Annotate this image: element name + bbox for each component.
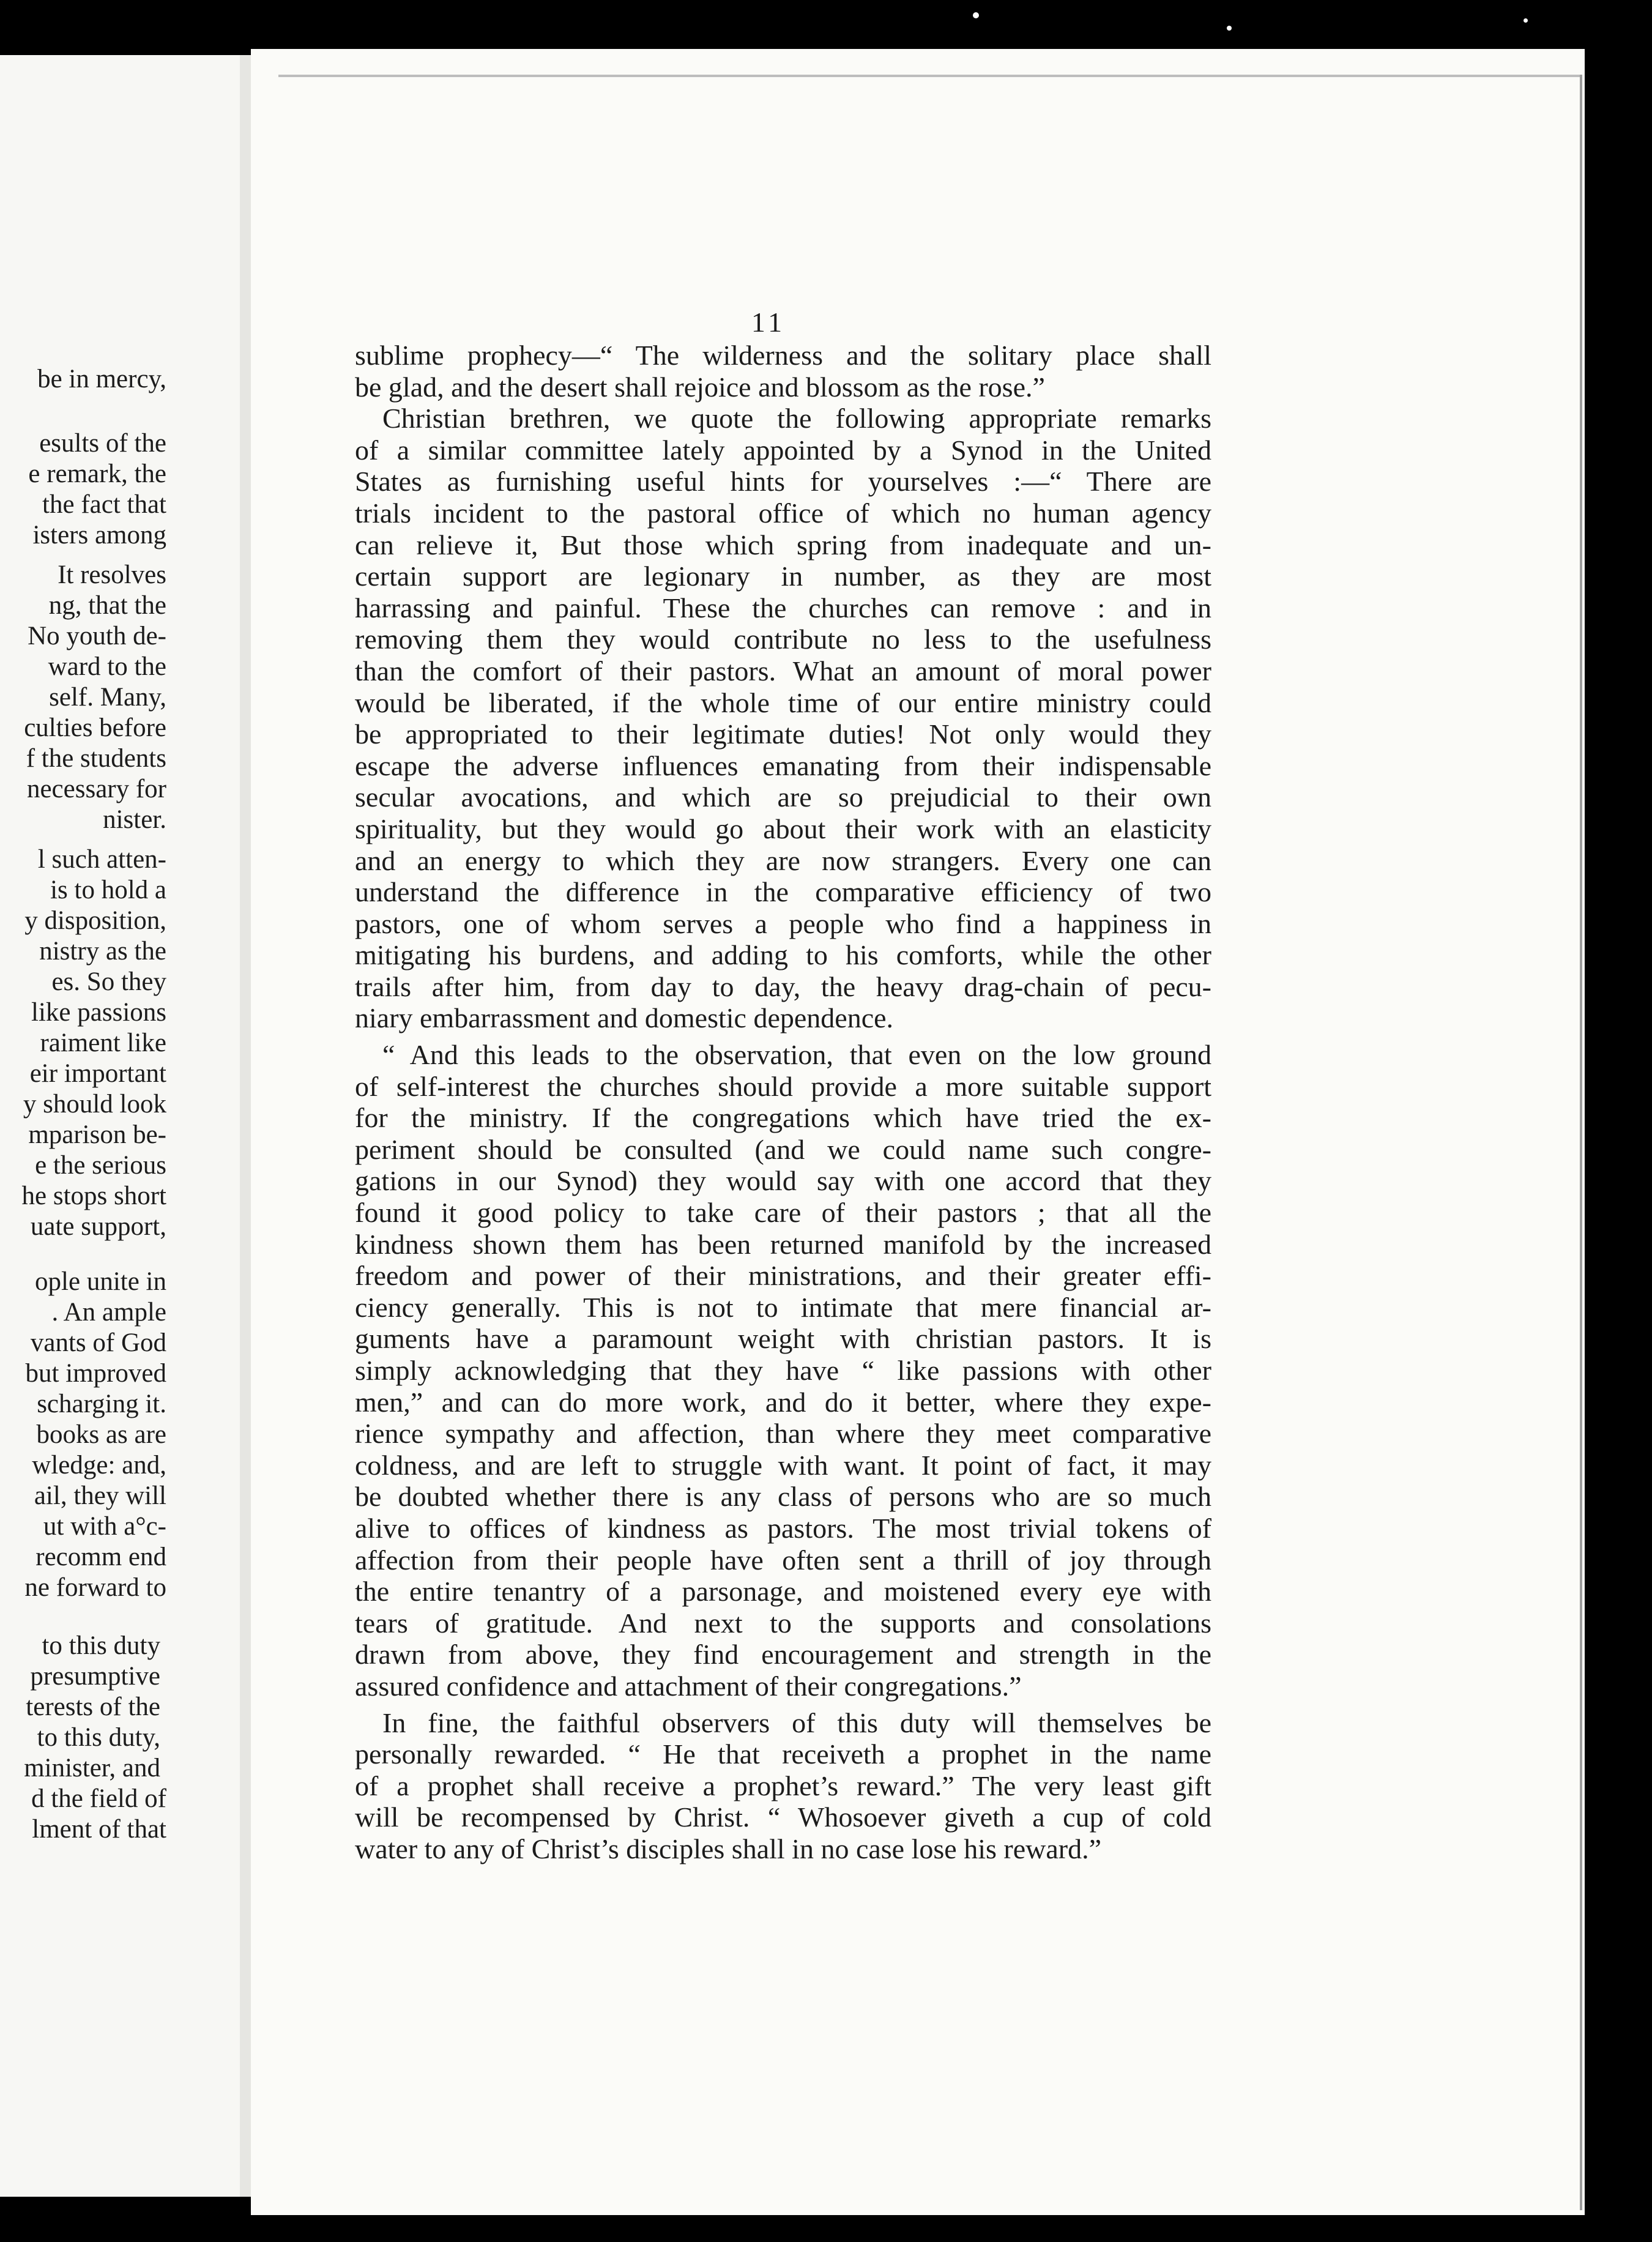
text-line: sublime prophecy—“ The wilderness and the solitary place shall (355, 340, 1211, 371)
text-line: In fine, the faithful observers of this duty will themselves be (382, 1707, 1211, 1738)
text-line: of a prophet shall receive a prophet’s reward.” The very least gift (355, 1770, 1211, 1801)
text-line: kindness shown them has been returned manifold by the increased (355, 1228, 1211, 1260)
text-line: can relieve it, But those which spring from inadequate and un- (355, 529, 1211, 560)
left-page-line: . An ample (51, 1298, 166, 1327)
text-line: alive to offices of kindness as pastors. The most trivial tokens of (355, 1512, 1211, 1544)
scan-speck (1227, 26, 1232, 31)
text-line: of a similar committee lately appointed by a Synod in the United (355, 434, 1211, 466)
text-line: mitigating his burdens, and adding to his comforts, while the other (355, 939, 1211, 971)
page-border-top (278, 75, 1582, 77)
text-line: certain support are legionary in number, as they are most (355, 560, 1211, 592)
left-page-line: uate support, (30, 1212, 166, 1241)
text-line: trails after him, from day to day, the heavy drag-chain of pecu- (355, 970, 1211, 1002)
text-line: assured confidence and attachment of their congregations.” (355, 1670, 1022, 1702)
left-page-line: ail, they will (34, 1481, 166, 1510)
left-page-line: presumptive (30, 1662, 160, 1691)
left-page-line: nistry as the (39, 937, 166, 966)
text-line: coldness, and are left to struggle with want. It point of fact, it may (355, 1449, 1211, 1481)
left-page-line: ward to the (48, 652, 166, 681)
left-page-line: ne forward to (24, 1573, 166, 1602)
text-line: be appropriated to their legitimate duties! Not only would they (355, 718, 1211, 750)
left-page-line: but improved (25, 1359, 166, 1388)
left-page-line: is to hold a (50, 876, 166, 904)
left-page-line: ople unite in (35, 1267, 166, 1296)
body-text (355, 340, 1211, 1865)
text-line: spirituality, but they would go about their work with an elasticity (355, 813, 1211, 844)
left-page-line: ng, that the (48, 591, 166, 620)
text-line: affection from their people have often sent a thrill of joy through (355, 1544, 1211, 1576)
left-page-line: eir important (29, 1059, 166, 1088)
text-line: for the ministry. If the congregations which have tried the ex- (355, 1102, 1211, 1134)
text-line: men,” and can do more work, and do it better, where they expe- (355, 1386, 1211, 1418)
left-page-line: It resolves (58, 560, 166, 589)
page-number: 11 (751, 307, 786, 338)
text-line: personally rewarded. “ He that receiveth a prophet in the name (355, 1738, 1211, 1770)
text-line: the entire tenantry of a parsonage, and moistened every eye with (355, 1576, 1211, 1607)
left-page-line: isters among (32, 521, 166, 549)
text-line: States as furnishing useful hints for yourselves :—“ There are (355, 466, 1211, 497)
left-page-line: culties before (24, 713, 166, 742)
text-line: niary embarrassment and domestic dependence. (355, 1002, 894, 1034)
left-page-line: y should look (23, 1090, 166, 1119)
text-line: removing them they would contribute no less to the usefulness (355, 624, 1211, 655)
left-page-fragment (0, 55, 240, 2197)
left-page-line: recomm end (35, 1543, 166, 1571)
text-line: “ And this leads to the observation, that even on the low ground (382, 1039, 1211, 1071)
left-page-line: l such atten- (37, 845, 166, 874)
text-line: be glad, and the desert shall rejoice and blossom as the rose.” (355, 371, 1045, 403)
text-line: and an energy to which they are now strangers. Every one can (355, 844, 1211, 876)
left-page-line: ut with a°c- (43, 1512, 166, 1541)
left-page-line: like passions (31, 998, 166, 1027)
left-page-line: necessary for (26, 775, 166, 803)
left-page-line: the fact that (42, 490, 166, 519)
scan-speck (1524, 18, 1528, 23)
left-page-line: No youth de- (28, 622, 166, 650)
scan-speck (973, 12, 979, 18)
text-line: drawn from above, they find encouragement and strength in the (355, 1639, 1211, 1670)
text-line: ciency generally. This is not to intimate that mere financial ar- (355, 1291, 1211, 1323)
left-page-line: y disposition, (24, 906, 166, 935)
text-line: freedom and power of their ministrations, and their greater effi- (355, 1260, 1211, 1292)
left-page-line: books as are (36, 1420, 166, 1449)
text-line: be doubted whether there is any class of persons who are so much (355, 1481, 1211, 1513)
left-page-line: self. Many, (49, 683, 166, 712)
text-line: trials incident to the pastoral office of which no human agency (355, 497, 1211, 529)
text-line: tears of gratitude. And next to the supports and consolations (355, 1607, 1211, 1639)
text-line: secular avocations, and which are so prejudicial to their own (355, 781, 1211, 813)
left-page-line: mparison be- (28, 1120, 166, 1149)
left-page-line: esults of the (39, 429, 166, 458)
text-line: periment should be consulted (and we could name such congre- (355, 1133, 1211, 1165)
text-line: than the comfort of their pastors. What an amount of moral power (355, 655, 1211, 687)
text-line: gations in our Synod) they would say with one accord that they (355, 1165, 1211, 1197)
text-line: understand the difference in the comparative efficiency of two (355, 876, 1211, 908)
text-line: found it good policy to take care of their pastors ; that all the (355, 1197, 1211, 1229)
text-line: rience sympathy and affection, than where they meet comparative (355, 1418, 1211, 1450)
left-page-line: es. So they (51, 967, 166, 996)
text-line: Christian brethren, we quote the following appropriate remarks (382, 403, 1211, 434)
left-page-line: wledge: and, (32, 1451, 166, 1480)
text-line: harrassing and painful. These the churches can remove : and in (355, 592, 1211, 624)
left-page-line: nister. (103, 805, 166, 834)
left-page-line: to this duty, (37, 1723, 160, 1752)
page-border-right (1580, 75, 1582, 2210)
left-page-line: be in mercy, (37, 365, 166, 393)
left-page-line: he stops short (21, 1182, 166, 1210)
left-page-line: lment of that (32, 1815, 166, 1844)
text-line: simply acknowledging that they have “ like passions with other (355, 1355, 1211, 1386)
text-line: water to any of Christ’s disciples shall in no case lose his reward.” (355, 1833, 1101, 1864)
text-line: pastors, one of whom serves a people who find a happiness in (355, 907, 1211, 939)
left-page-line: e remark, the (28, 460, 166, 488)
left-page-line: e the serious (35, 1151, 166, 1180)
left-page-line: minister, and (24, 1754, 160, 1782)
text-line: of self-interest the churches should provide a more suitable support (355, 1070, 1211, 1102)
text-line: guments have a paramount weight with christian pastors. It is (355, 1323, 1211, 1355)
left-page-line: scharging it. (37, 1390, 166, 1418)
left-page-line: raiment like (40, 1029, 166, 1057)
text-line: escape the adverse influences emanating from their indispensable (355, 750, 1211, 781)
left-page-line: to this duty (42, 1631, 160, 1660)
left-page-line: vants of God (30, 1328, 166, 1357)
text-line: will be recompensed by Christ. “ Whosoever giveth a cup of cold (355, 1801, 1211, 1833)
text-line: would be liberated, if the whole time of our entire ministry could (355, 687, 1211, 718)
left-page-line: d the field of (31, 1784, 166, 1813)
left-page-line: f the students (26, 744, 166, 773)
left-page-line: terests of the (26, 1693, 160, 1721)
